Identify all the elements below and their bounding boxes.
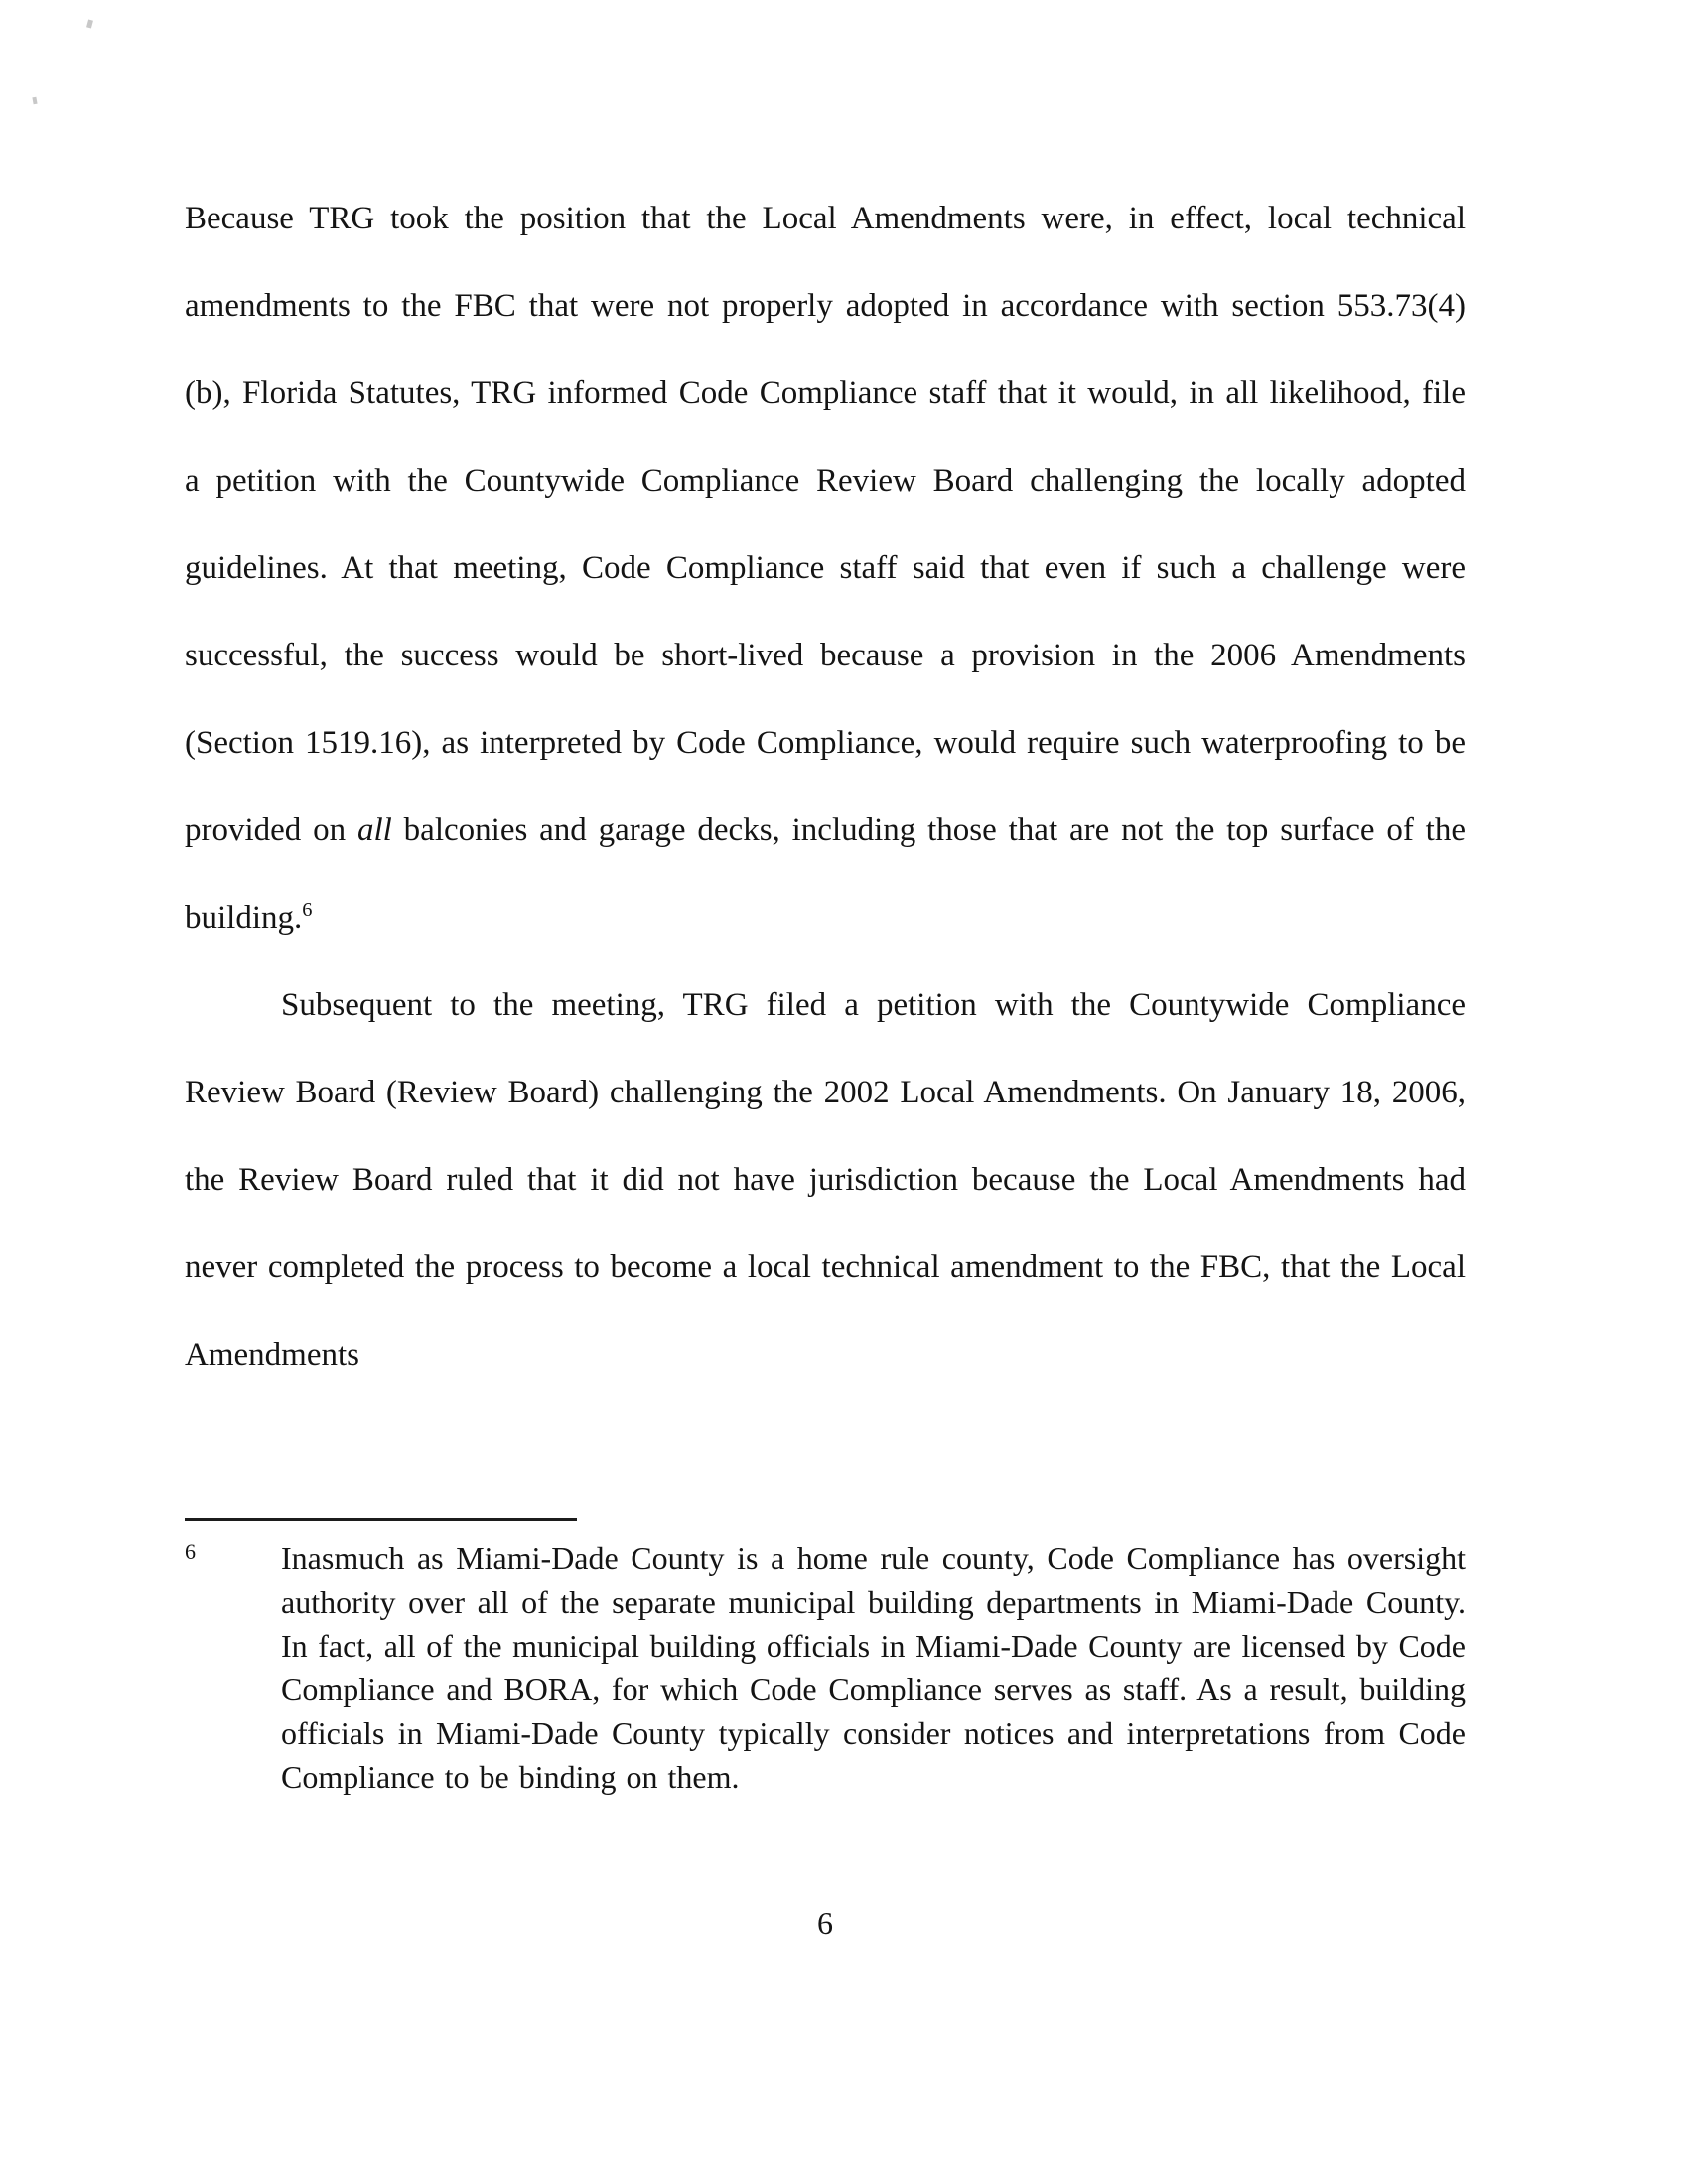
scan-artifact — [32, 97, 37, 105]
paragraph-text: Because TRG took the position that the Local Amendments were, in effect, local technical amendments to the FBC that were not properly adopted in accordance with section 553.73(4)(b), Florida Statutes, TRG informed Code Compliance staff that it would, in all likelihood, file a petition with the Countywide Compliance Review Board challenging the locally adopted guidelines. At that meeting, Code Compliance staff said that even if such a challenge were successful, the success would be short-lived because a provision in the 2006 Amendments (Section 1519.16), as interpreted by Code Compliance, would require such waterproofing to be provided on — [185, 201, 1466, 848]
body-paragraph — [185, 961, 1466, 1398]
paragraph-text: Subsequent to the meeting, TRG filed a petition with the Countywide Compliance Review Board (Review Board) challenging the 2002 Local Amendments. On January 18, 2006, the Review Board ruled that it did not have jurisdiction because the Local Amendments had never completed the process to become a local technical amendment to the FBC, that the Local Amendments — [185, 987, 1466, 1373]
body-paragraph — [185, 175, 1466, 961]
italic-text: all — [357, 812, 392, 848]
document-body — [185, 175, 1466, 1398]
paragraph-text: balconies and garage decks, including those that are not the top surface of the building. — [185, 812, 1466, 936]
footnote-marker-column — [185, 1536, 281, 1799]
footnote-number: 6 — [185, 1539, 196, 1564]
footnote-row — [185, 1536, 1466, 1799]
footnote-text: Inasmuch as Miami-Dade County is a home rule county, Code Compliance has oversight authority over all of the separate municipal building departments in Miami-Dade County. In fact, all of the municipal building officials in Miami-Dade County are licensed by Code Compliance and BORA, for which Code Compliance serves as staff. As a result, building officials in Miami-Dade County typically consider notices and interpretations from Code Compliance to be binding on them. — [281, 1540, 1466, 1795]
footnote — [185, 1518, 1466, 1799]
scan-artifact — [86, 19, 93, 28]
footnote-separator-rule — [185, 1518, 577, 1521]
footnote-reference: 6 — [302, 899, 313, 921]
page-number: 6 — [817, 1905, 833, 1941]
